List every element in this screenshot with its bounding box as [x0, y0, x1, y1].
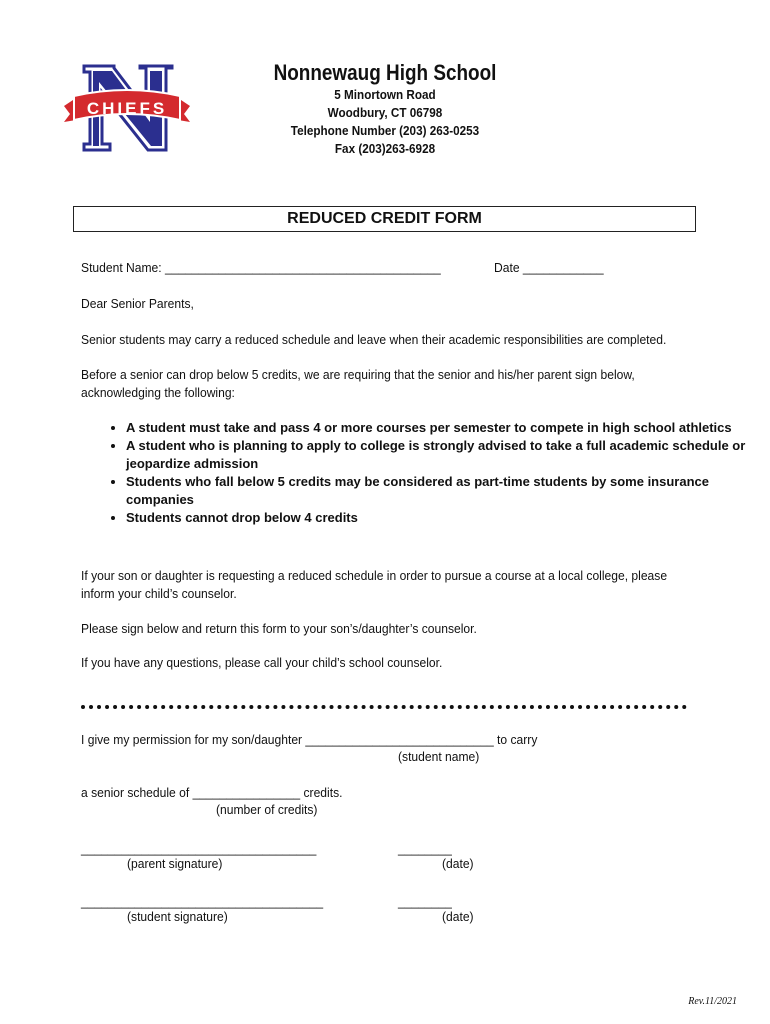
date-field[interactable]: Date ____________	[494, 260, 604, 275]
rule-item: • Students who fall below 5 credits may be considered as part-time students by some insurance companies	[126, 473, 746, 509]
rule-item: • Students cannot drop below 4 credits	[126, 509, 746, 527]
parent-date-caption: (date)	[442, 856, 474, 871]
student-name-caption: (student name)	[398, 749, 480, 764]
rules-list	[81, 419, 746, 527]
school-address-line1: 5 Minortown Road	[334, 87, 436, 102]
greeting: Dear Senior Parents,	[81, 296, 194, 311]
student-name-field[interactable]: Student Name: _________________________________________	[81, 260, 441, 275]
school-logo	[62, 62, 192, 154]
permission-student-field[interactable]: I give my permission for my son/daughter ____________________________ to carry	[81, 732, 538, 747]
paragraph-return-form: Please sign below and return this form to your son’s/daughter’s counselor.	[81, 621, 477, 636]
student-date-caption: (date)	[442, 909, 474, 924]
form-title: REDUCED CREDIT FORM	[287, 210, 482, 227]
paragraph-requirement: Before a senior can drop below 5 credits, we are requiring that the senior and his/her parent sign below, acknowledging the following:	[81, 367, 635, 400]
school-name: Nonnewaug High School	[273, 60, 497, 85]
dotted-separator	[81, 705, 687, 713]
paragraph-reduced-schedule: Senior students may carry a reduced schedule and leave when their academic responsibilities are completed.	[81, 332, 667, 347]
rule-item: • A student who is planning to apply to college is strongly advised to take a full academic schedule or jeopardize admission	[126, 437, 746, 473]
rule-item: • A student must take and pass 4 or more courses per semester to compete in high school athletics	[126, 419, 746, 437]
school-address-line2: Woodbury, CT 06798	[327, 105, 443, 120]
parent-signature-caption: (parent signature)	[127, 856, 223, 871]
parent-signature-field[interactable]: ___________________________________	[81, 841, 317, 856]
parent-date-field[interactable]: ________	[398, 841, 452, 856]
credits-field[interactable]: a senior schedule of ________________ credits.	[81, 785, 343, 800]
student-signature-caption: (student signature)	[127, 909, 228, 924]
student-signature-field[interactable]: ____________________________________	[81, 894, 324, 909]
school-phone: Telephone Number (203) 263-0253	[290, 123, 480, 138]
revision-label: Rev.11/2021	[688, 996, 737, 1007]
school-fax: Fax (203)263-6928	[334, 141, 436, 156]
form-title-box	[73, 206, 696, 232]
paragraph-college-course: If your son or daughter is requesting a reduced schedule in order to pursue a course at a local college, please inform your child’s counselor.	[81, 568, 668, 601]
logo-banner-text: CHIEFS	[86, 99, 168, 118]
paragraph-questions: If you have any questions, please call your child’s school counselor.	[81, 655, 443, 670]
student-date-field[interactable]: ________	[398, 894, 452, 909]
logo-banner	[64, 90, 190, 122]
credits-caption: (number of credits)	[216, 802, 318, 817]
